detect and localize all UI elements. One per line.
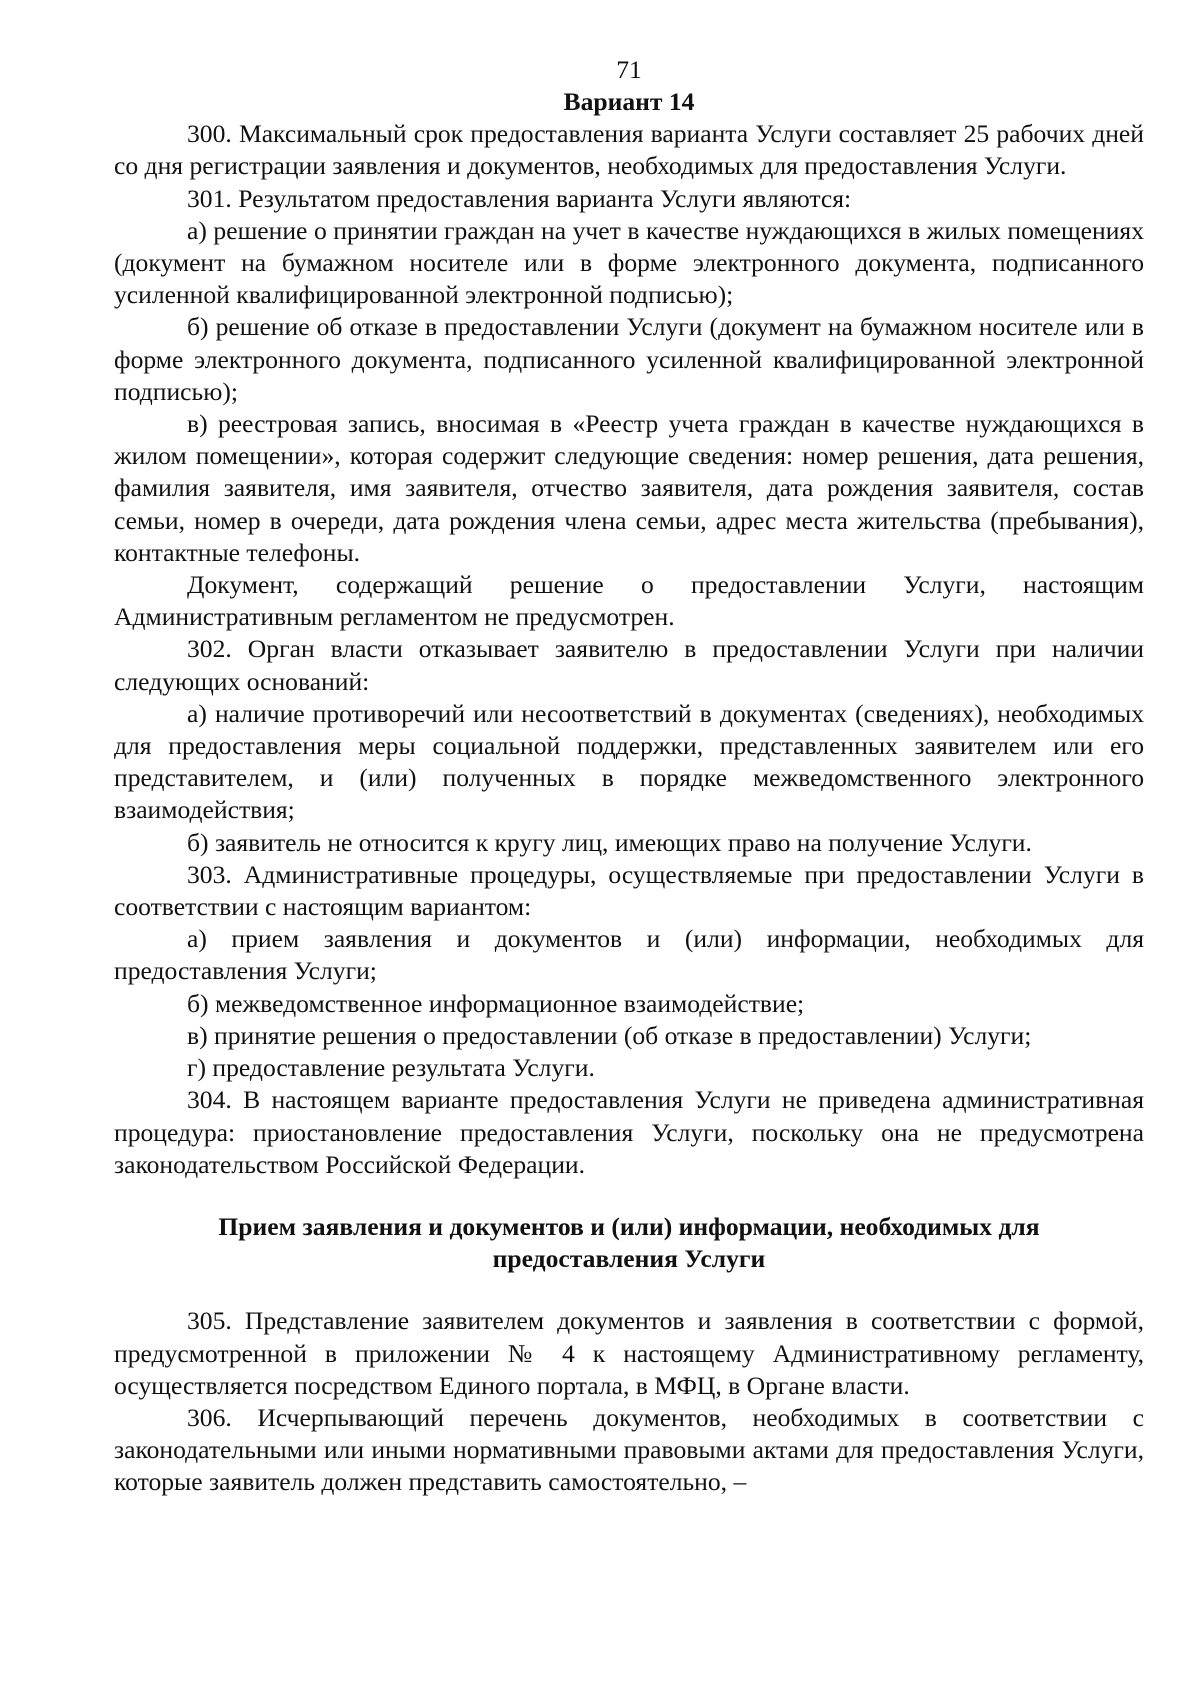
paragraph-301: 301. Результатом предоставления варианта Услуги являются: [187,183,852,213]
paragraph-302: 302. Орган власти отказывает заявителю в предоставлении Услуги при наличии следующих оснований: [114,634,1144,696]
paragraph-302-a: а) наличие противоречий или несоответствий в документах (сведениях), необходимых для предоставления меры социальной поддержки, представленных заявителем или его представителем, и (или) полученных в порядке межведомственного электронного взаимодействия; [114,698,1144,825]
page-number: 71 [616,55,642,84]
paragraph-303-b: б) межведомственное информационное взаимодействие; [187,988,805,1018]
paragraph-306: 306. Исчерпывающий перечень документов, необходимых в соответствии с законодательными или иными нормативными правовыми актами для предоставления Услуги, которые заявитель должен представить самостоятельно, – [114,1402,1144,1497]
paragraph-301-b: б) решение об отказе в предоставлении Услуги (документ на бумажном носителе или в форме электронного документа, подписанного усиленной квалифицированной электронной подписью); [114,312,1144,406]
paragraph-303-v: в) принятие решения о предоставлении (об отказе в предоставлении) Услуги; [187,1020,1032,1050]
paragraph-305: 305. Представление заявителем документов и заявления в соответствии с формой, предусмотренной в приложении № 4 к настоящему Административному регламенту, осуществляется посредством Единого портала, в МФЦ, в Органе власти. [114,1306,1144,1400]
paragraph-301-v: в) реестровая запись, вносимая в «Реестр учета граждан в качестве нуждающихся в жилом помещении», которая содержит следующие сведения: номер решения, дата решения, фамилия заявителя, имя заявителя, отчество заявителя, дата рождения заявителя, состав семьи, номер в очереди, дата рождения члена семьи, адрес места жительства (пребывания), контактные телефоны. [114,409,1144,567]
body-block-1 [114,118,1144,1181]
section-heading [114,1211,1144,1275]
paragraph-303-a: а) прием заявления и документов и (или) информации, необходимых для предоставления Услуги; [114,924,1144,986]
section-heading-line-1: Прием заявления и документов и (или) информации, необходимых для [218,1211,1040,1241]
paragraph-302-b: б) заявитель не относится к кругу лиц, имеющих право на получение Услуги. [187,827,1032,857]
paragraph-303-g: г) предоставление результата Услуги. [187,1053,595,1083]
paragraph-document-note: Документ, содержащий решение о предоставлении Услуги, настоящим Административным регламентом не предусмотрен. [114,570,1144,632]
document-page [114,50,1144,1499]
paragraph-304: 304. В настоящем варианте предоставления Услуги не приведена административная процедура: приостановление предоставления Услуги, поскольку она не предусмотрена законодательством Российской Федерации. [114,1085,1144,1179]
paragraph-300: 300. Максимальный срок предоставления варианта Услуги составляет 25 рабочих дней со дня регистрации заявления и документов, необходимых для предоставления Услуги. [114,119,1144,181]
paragraph-303: 303. Административные процедуры, осуществляемые при предоставлении Услуги в соответствии с настоящим вариантом: [114,859,1144,922]
section-heading-line-2: предоставления Услуги [492,1244,766,1274]
body-block-2 [114,1305,1144,1498]
paragraph-301-a: а) решение о принятии граждан на учет в качестве нуждающихся в жилых помещениях (документ на бумажном носителе или в форме электронного документа, подписанного усиленной квалифицированной электронной подписью); [114,215,1144,310]
variant-heading: Вариант 14 [563,87,695,116]
